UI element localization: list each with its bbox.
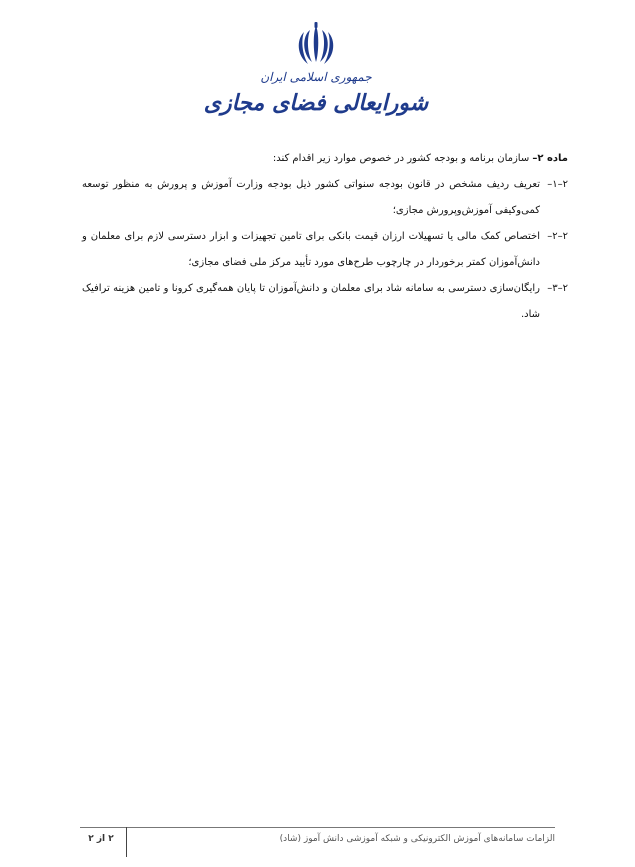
council-label: شورایعالی فضای مجازی: [203, 90, 429, 116]
item-text: تعریف ردیف مشخص در قانون بودجه سنواتی کشور ذیل بودجه وزارت آموزش و پرورش به منظور توسعه کمی‌وکیفی آموزش‌وپرورش مجازی؛: [82, 179, 540, 216]
list-item: [82, 172, 568, 224]
item-text: اختصاص کمک مالی یا تسهیلات ارزان قیمت بانکی برای تامین تجهیزات و ابزار دسترسی لازم برای معلمان و دانش‌آموزان کمتر برخوردار در چارچوب طرح‌های مورد تأیید مرکز ملی فضای مجازی؛: [82, 231, 540, 268]
republic-label: جمهوری اسلامی ایران: [260, 70, 372, 84]
item-number: ۲–۱–: [547, 179, 568, 190]
iran-emblem-icon: [296, 22, 336, 68]
article-title: ماده ۲–: [532, 153, 568, 164]
list-item: [82, 224, 568, 276]
letterhead: [0, 18, 635, 128]
item-number: ۲–۳–: [547, 283, 568, 294]
footer-document-title: الزامات سامانه‌های آموزش الکترونیکی و شبکه آموزشی دانش آموز (شاد): [279, 834, 555, 844]
page-footer: [80, 827, 555, 858]
item-text: رایگان‌سازی دسترسی به سامانه شاد برای معلمان و دانش‌آموزان تا پایان همه‌گیری کرونا و تامین هزینه ترافیک شاد.: [82, 283, 540, 320]
list-item: [82, 276, 568, 328]
footer-divider: [126, 827, 127, 857]
page-number: ۲ از ۲: [88, 834, 114, 844]
article-intro: سازمان برنامه و بودجه کشور در خصوص موارد زیر اقدام کند:: [272, 153, 530, 164]
article-heading: [82, 146, 568, 172]
document-body: [82, 146, 568, 328]
item-number: ۲–۲–: [547, 231, 568, 242]
